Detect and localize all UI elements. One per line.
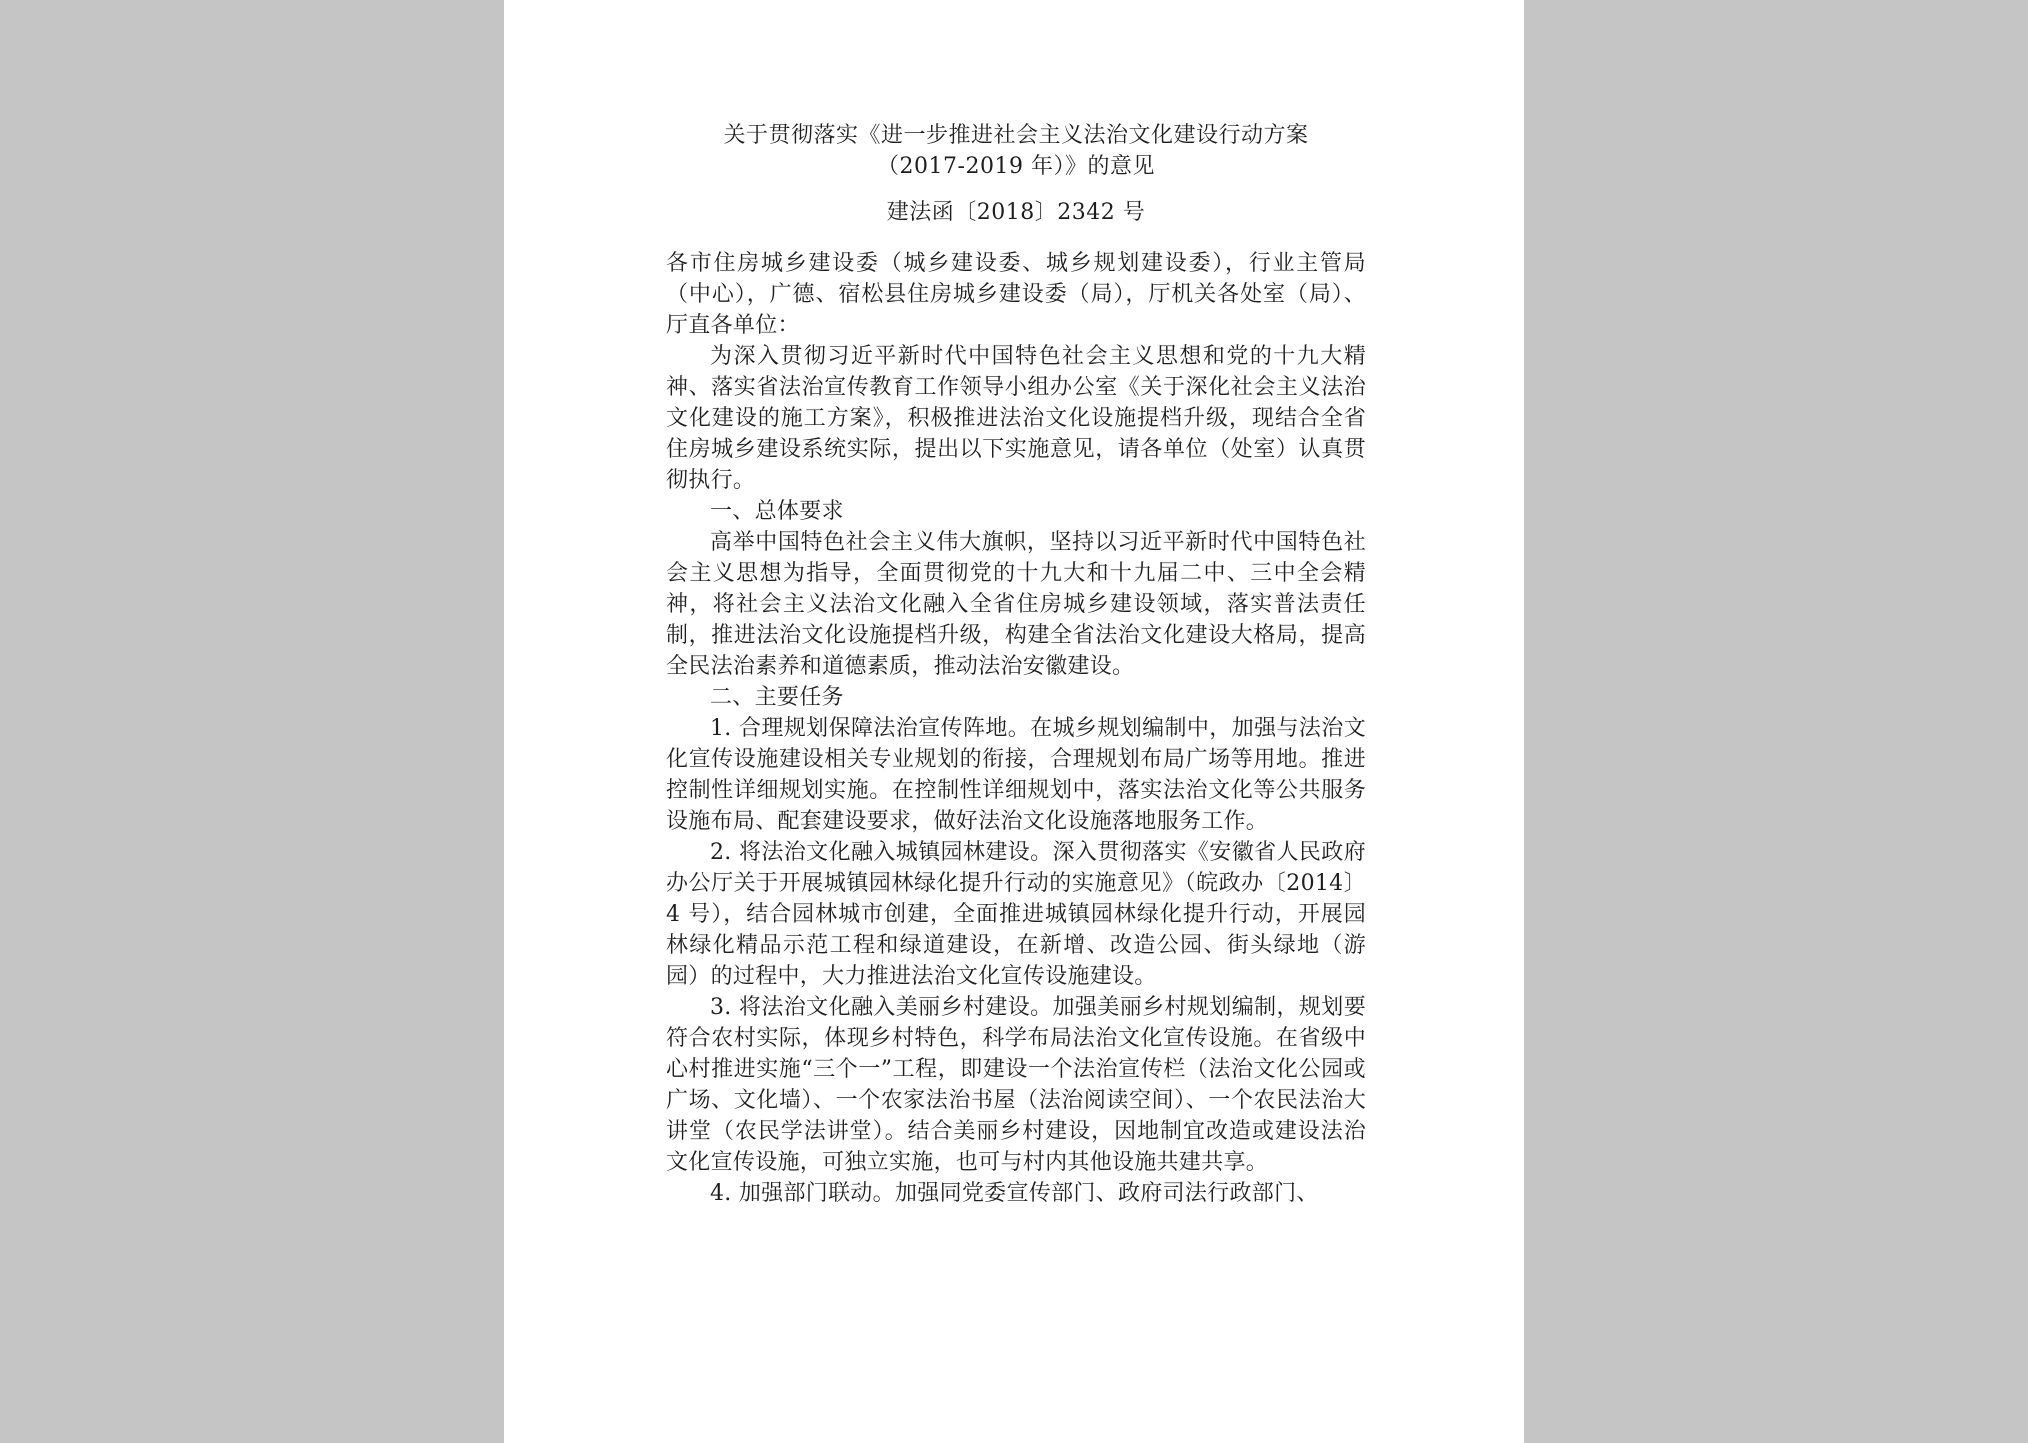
task-4-paragraph: 4. 加强部门联动。加强同党委宣传部门、政府司法行政部门、: [710, 1181, 1319, 1206]
document-body: [666, 248, 1366, 1209]
general-requirements-paragraph: 高举中国特色社会主义伟大旗帜，坚持以习近平新时代中国特色社会主义思想为指导，全面贯彻党的十九大和十九届二中、三中全会精神，将社会主义法治文化融入全省住房城乡建设领域，落实普法责任制，推进法治文化设施提档升级，构建全省法治文化建设大格局，提高全民法治素养和道德素质，推动法治安徽建设。: [666, 530, 1366, 679]
document-page: [504, 0, 1524, 1443]
section-heading-main-tasks: 二、主要任务: [710, 685, 844, 710]
task-2-paragraph: 2. 将法治文化融入城镇园林建设。深入贯彻落实《安徽省人民政府办公厅关于开展城镇园林绿化提升行动的实施意见》（皖政办〔2014〕4 号），结合园林城市创建，全面推进城镇园林绿化提升行动，开展园林绿化精品示范工程和绿道建设，在新增、改造公园、街头绿地（游园）的过程中，大力推进法治文化宣传设施建设。: [666, 840, 1366, 989]
task-1-paragraph: 1. 合理规划保障法治宣传阵地。在城乡规划编制中，加强与法治文化宣传设施建设相关专业规划的衔接，合理规划布局广场等用地。推进控制性详细规划实施。在控制性详细规划中，落实法治文化等公共服务设施布局、配套建设要求，做好法治文化设施落地服务工作。: [666, 716, 1366, 834]
addressee-paragraph: 各市住房城乡建设委（城乡建设委、城乡规划建设委），行业主管局（中心），广德、宿松县住房城乡建设委（局），厅机关各处室（局）、厅直各单位：: [666, 251, 1366, 338]
document-content: [666, 120, 1366, 1209]
document-title-line-2: （2017-2019 年）》的意见: [877, 154, 1155, 179]
section-heading-general-requirements: 一、总体要求: [710, 499, 844, 524]
document-number: 建法函〔2018〕2342 号: [886, 200, 1146, 225]
task-3-paragraph: 3. 将法治文化融入美丽乡村建设。加强美丽乡村规划编制，规划要符合农村实际，体现乡村特色，科学布局法治文化宣传设施。在省级中心村推进实施“三个一”工程，即建设一个法治宣传栏（法治文化公园或广场、文化墙）、一个农家法治书屋（法治阅读空间）、一个农民法治大讲堂（农民学法讲堂）。结合美丽乡村建设，因地制宜改造或建设法治文化宣传设施，可独立实施，也可与村内其他设施共建共享。: [666, 995, 1366, 1175]
intro-paragraph: 为深入贯彻习近平新时代中国特色社会主义思想和党的十九大精神、落实省法治宣传教育工作领导小组办公室《关于深化社会主义法治文化建设的施工方案》，积极推进法治文化设施提档升级，现结合全省住房城乡建设系统实际，提出以下实施意见，请各单位（处室）认真贯彻执行。: [666, 344, 1366, 493]
document-title-line-1: 关于贯彻落实《进一步推进社会主义法治文化建设行动方案: [723, 123, 1309, 148]
